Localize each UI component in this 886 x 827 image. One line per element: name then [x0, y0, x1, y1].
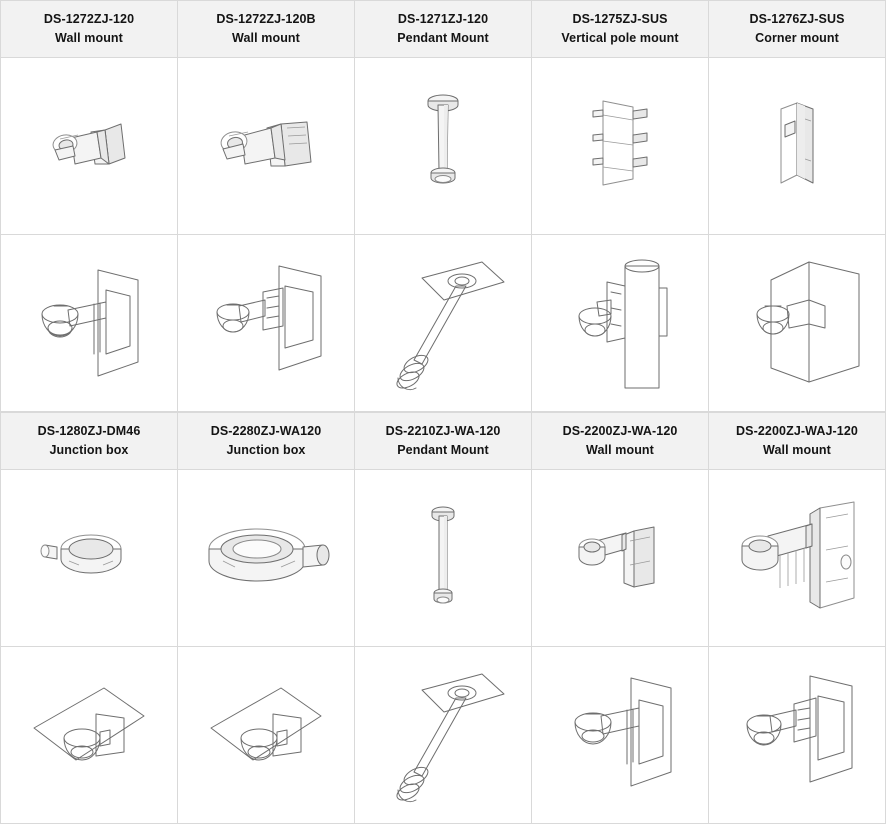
product-cell-2280zj-wa120 [178, 470, 355, 647]
type-label: Vertical pole mount [561, 31, 679, 45]
model-label: DS-2280ZJ-WA120 [210, 423, 322, 438]
product-cell-2210zj-wa-120 [355, 470, 532, 647]
type-label: Wall mount [55, 31, 123, 45]
type-label: Wall mount [586, 443, 654, 457]
header-cell-ds-2200zj-wa-120 [532, 413, 709, 470]
application-cell-2280zj-wa120 [178, 647, 355, 824]
corner-mount-application [717, 248, 877, 398]
product-cell-1275zj-sus [532, 58, 709, 235]
application-image-row-2 [1, 647, 886, 824]
wall-arm-junction-mount-product [722, 488, 872, 628]
pendant-mount-application [368, 248, 518, 398]
application-cell-2200zj-wa-120 [532, 647, 709, 824]
wall-arm-junction-application [722, 660, 872, 810]
pole-mount-application [545, 248, 695, 398]
header-cell-ds-1280zj-dm46 [1, 413, 178, 470]
model-label: DS-1272ZJ-120B [216, 11, 316, 26]
application-cell-1271zj-120 [355, 235, 532, 412]
header-row-2 [1, 413, 886, 470]
application-image-row-1 [1, 235, 886, 412]
model-label: DS-1271ZJ-120 [397, 11, 489, 26]
header-cell-ds-2200zj-waj-120 [709, 413, 886, 470]
wall-arm-mount-product [560, 503, 680, 613]
product-image-row-1 [1, 58, 886, 235]
wall-mount-application [14, 248, 164, 398]
accessories-table-section-1 [0, 0, 886, 412]
type-label: Pendant Mount [397, 443, 489, 457]
header-cell-ds-1275zj-sus [532, 1, 709, 58]
vertical-pole-mount-product [565, 81, 675, 211]
junction-box-small-application [14, 660, 164, 810]
type-label: Pendant Mount [397, 31, 489, 45]
product-image-row-2 [1, 470, 886, 647]
type-label: Wall mount [232, 31, 300, 45]
product-cell-1280zj-dm46 [1, 470, 178, 647]
model-label: DS-2200ZJ-WA-120 [562, 423, 678, 438]
product-cell-2200zj-wa-120 [532, 470, 709, 647]
header-cell-ds-1272zj-120b [178, 1, 355, 58]
model-label: DS-2210ZJ-WA-120 [385, 423, 501, 438]
wall-mount-box-application [191, 248, 341, 398]
application-cell-2200zj-waj-120 [709, 647, 886, 824]
product-cell-2200zj-waj-120 [709, 470, 886, 647]
type-label: Wall mount [763, 443, 831, 457]
model-label: DS-1272ZJ-120 [43, 11, 135, 26]
model-label: DS-1280ZJ-DM46 [37, 423, 141, 438]
wall-mount-bracket-product [29, 86, 149, 206]
header-row-1 [1, 1, 886, 58]
accessories-table-section-2 [0, 412, 886, 824]
application-cell-1275zj-sus [532, 235, 709, 412]
header-cell-ds-1276zj-sus [709, 1, 886, 58]
wall-arm-application [545, 660, 695, 810]
pendant-pole-product [408, 493, 478, 623]
junction-box-small-product [29, 503, 149, 613]
application-cell-1276zj-sus [709, 235, 886, 412]
header-cell-ds-1271zj-120 [355, 1, 532, 58]
model-label: DS-1276ZJ-SUS [749, 11, 845, 26]
product-cell-1276zj-sus [709, 58, 886, 235]
header-cell-ds-2280zj-wa120 [178, 413, 355, 470]
type-label: Corner mount [755, 31, 839, 45]
pendant-pole-application [368, 660, 518, 810]
product-cell-1272zj-120 [1, 58, 178, 235]
junction-box-large-product [191, 503, 341, 613]
application-cell-2210zj-wa-120 [355, 647, 532, 824]
application-cell-1280zj-dm46 [1, 647, 178, 824]
application-cell-1272zj-120b [178, 235, 355, 412]
application-cell-1272zj-120 [1, 235, 178, 412]
model-label: DS-2200ZJ-WAJ-120 [736, 423, 858, 438]
model-label: DS-1275ZJ-SUS [572, 11, 668, 26]
header-cell-ds-1272zj-120 [1, 1, 178, 58]
corner-mount-product [747, 81, 847, 211]
junction-box-large-application [191, 660, 341, 810]
pendant-mount-product [398, 81, 488, 211]
type-label: Junction box [49, 443, 129, 457]
wall-mount-bracket-box-product [201, 86, 331, 206]
product-cell-1272zj-120b [178, 58, 355, 235]
header-cell-ds-2210zj-wa-120 [355, 413, 532, 470]
type-label: Junction box [226, 443, 306, 457]
product-cell-1271zj-120 [355, 58, 532, 235]
